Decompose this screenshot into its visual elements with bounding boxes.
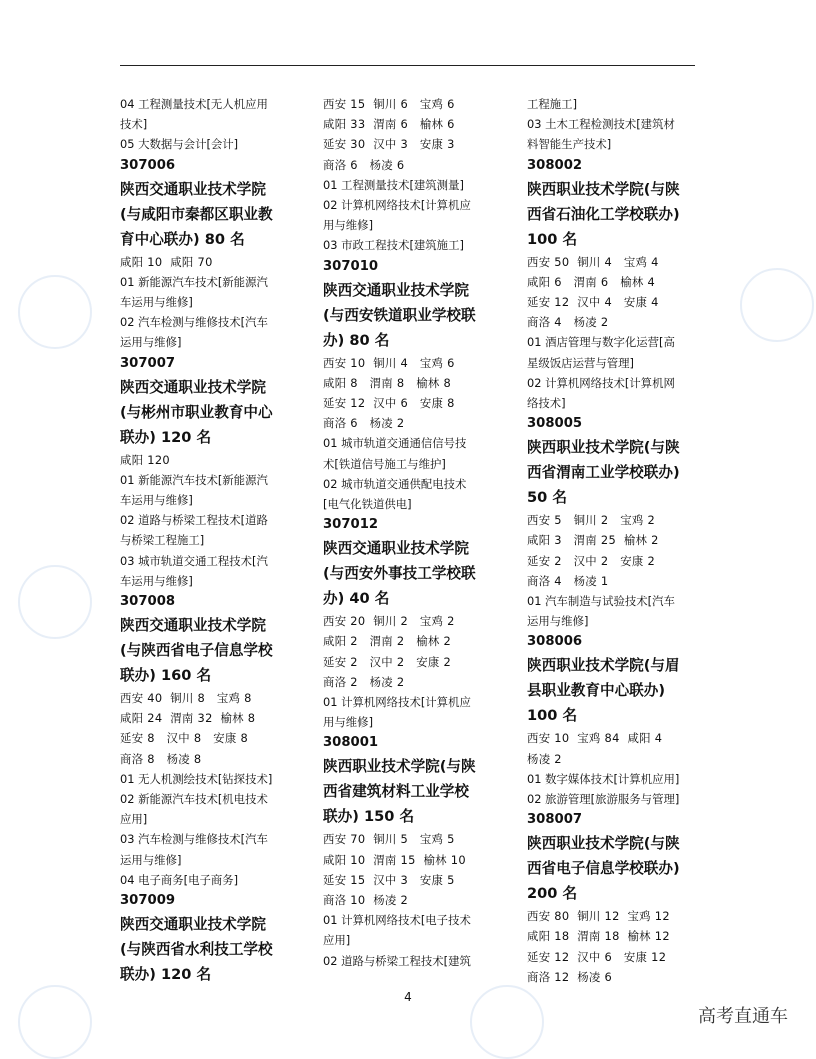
school-name: 陕西交通职业技术学院: [120, 617, 266, 635]
text-line: 用与维修]: [323, 715, 374, 730]
text-line: 01 新能源汽车技术[新能源汽: [120, 274, 268, 289]
school-name: 办) 80 名: [323, 331, 390, 349]
text-line: 运用与维修]: [120, 852, 182, 867]
watermark-seal-icon: [18, 565, 92, 639]
school-code: 308002: [527, 157, 583, 173]
school-name: 联办) 120 名: [120, 428, 212, 446]
column-left: [120, 94, 300, 987]
quota-line: 杨凌 2: [527, 751, 562, 766]
text-line: 用与维修]: [323, 218, 374, 233]
school-name: 陕西职业技术学院(与陕: [527, 835, 680, 853]
text-line: 技术]: [120, 117, 148, 132]
text-line: 01 计算机网络技术[计算机应: [323, 695, 471, 710]
quota-line: 咸阳 6 渭南 6 榆林 4: [527, 274, 656, 289]
quota-line: 西安 10 铜川 4 宝鸡 6: [323, 355, 455, 370]
column-right: [527, 94, 707, 987]
quota-line: 延安 12 汉中 4 安康 4: [527, 295, 659, 310]
quota-line: 商洛 8 杨凌 8: [120, 751, 202, 766]
quota-line: 商洛 4 杨凌 2: [527, 315, 609, 330]
school-name: 育中心联办) 80 名: [120, 230, 245, 248]
quota-line: 咸阳 2 渭南 2 榆林 2: [323, 634, 452, 649]
school-name: 100 名: [527, 707, 578, 725]
text-line: 车运用与维修]: [120, 295, 193, 310]
school-name: 陕西交通职业技术学院: [120, 916, 266, 934]
school-name: 西省建筑材料工业学校: [323, 783, 469, 801]
quota-line: 咸阳 10 渭南 15 榆林 10: [323, 852, 466, 867]
text-line: 02 新能源汽车技术[机电技术: [120, 792, 268, 807]
watermark-seal-icon: [740, 268, 814, 342]
text-line: 04 工程测量技术[无人机应用: [120, 97, 268, 111]
quota-line: 商洛 6 杨凌 2: [323, 416, 405, 431]
school-name: 西省渭南工业学校联办): [527, 464, 680, 482]
school-name: 陕西职业技术学院(与陕: [527, 180, 680, 198]
school-name: (与陕西省水利技工学校: [120, 941, 273, 959]
quota-line: 延安 8 汉中 8 安康 8: [120, 731, 249, 746]
school-code: 308007: [527, 812, 583, 828]
school-name: 200 名: [527, 885, 578, 903]
text-line: 01 酒店管理与数字化运营[高: [527, 335, 675, 350]
text-line: 01 数字媒体技术[计算机应用]: [527, 771, 680, 786]
school-name: 陕西职业技术学院(与眉: [527, 657, 680, 675]
text-line: 车运用与维修]: [120, 573, 193, 588]
school-code: 308006: [527, 634, 583, 650]
quota-line: 延安 12 汉中 6 安康 12: [527, 949, 667, 964]
text-line: 01 计算机网络技术[电子技术: [323, 913, 471, 928]
school-name: 办) 40 名: [323, 590, 390, 608]
column-middle: [323, 94, 505, 971]
text-line: 术[铁道信号施工与维护]: [323, 456, 446, 471]
quota-line: 西安 15 铜川 6 宝鸡 6: [323, 97, 455, 111]
school-code: 307006: [120, 157, 176, 173]
school-name: 50 名: [527, 489, 567, 507]
quota-line: 咸阳 8 渭南 8 榆林 8: [323, 375, 452, 390]
text-line: 02 道路与桥梁工程技术[道路: [120, 513, 268, 528]
text-line: 运用与维修]: [527, 614, 589, 629]
quota-line: 延安 30 汉中 3 安康 3: [323, 137, 455, 152]
quota-line: 延安 12 汉中 6 安康 8: [323, 396, 455, 411]
quota-line: 西安 50 铜川 4 宝鸡 4: [527, 254, 659, 269]
corner-label: 高考直通车: [698, 1006, 788, 1027]
school-name: 陕西交通职业技术学院: [323, 281, 469, 299]
school-name: 西省石油化工学校联办): [527, 205, 680, 223]
text-line: 02 旅游管理[旅游服务与管理]: [527, 792, 680, 807]
quota-line: 西安 20 铜川 2 宝鸡 2: [323, 614, 455, 629]
quota-line: 延安 2 汉中 2 安康 2: [527, 553, 656, 568]
school-code: 307009: [120, 893, 176, 909]
school-name: 陕西交通职业技术学院: [323, 540, 469, 558]
text-line: 05 大数据与会计[会计]: [120, 137, 239, 152]
quota-line: 咸阳 3 渭南 25 榆林 2: [527, 533, 659, 548]
text-line: 与桥梁工程施工]: [120, 533, 205, 548]
quota-line: 咸阳 24 渭南 32 榆林 8: [120, 711, 256, 726]
school-name: (与陕西省电子信息学校: [120, 642, 273, 660]
school-name: 陕西职业技术学院(与陕: [527, 439, 680, 457]
quota-line: 商洛 6 杨凌 6: [323, 157, 405, 172]
text-line: 03 市政工程技术[建筑施工]: [323, 238, 464, 253]
text-line: 01 无人机测绘技术[钻探技术]: [120, 771, 273, 786]
school-name: (与咸阳市秦都区职业教: [120, 205, 273, 223]
school-code: 307012: [323, 517, 379, 533]
school-code: 307008: [120, 594, 176, 610]
text-line: 料智能生产技术]: [527, 137, 612, 152]
quota-line: 咸阳 33 渭南 6 榆林 6: [323, 117, 455, 132]
text-line: 01 汽车制造与试验技术[汽车: [527, 594, 675, 609]
school-name: 陕西职业技术学院(与陕: [323, 758, 476, 776]
text-line: 04 电子商务[电子商务]: [120, 872, 239, 887]
school-name: 联办) 120 名: [120, 966, 212, 984]
quota-line: 商洛 2 杨凌 2: [323, 674, 405, 689]
school-name: (与西安铁道职业学校联: [323, 306, 476, 324]
quota-line: 延安 15 汉中 3 安康 5: [323, 872, 455, 887]
text-line: 02 计算机网络技术[计算机应: [323, 198, 471, 213]
text-line: 工程施工]: [527, 97, 578, 111]
text-line: 01 城市轨道交通通信信号技: [323, 436, 467, 451]
quota-line: 西安 5 铜川 2 宝鸡 2: [527, 513, 656, 528]
quota-line: 咸阳 10 咸阳 70: [120, 254, 213, 269]
school-code: 307007: [120, 355, 176, 371]
school-name: 县职业教育中心联办): [527, 682, 666, 700]
text-line: 星级饭店运营与管理]: [527, 355, 634, 370]
text-line: 应用]: [120, 812, 148, 827]
text-line: 03 汽车检测与维修技术[汽车: [120, 832, 268, 847]
school-code: 308005: [527, 416, 583, 432]
text-line: 02 道路与桥梁工程技术[建筑: [323, 953, 471, 968]
quota-line: 商洛 4 杨凌 1: [527, 573, 609, 588]
quota-line: 西安 40 铜川 8 宝鸡 8: [120, 691, 252, 706]
text-line: 车运用与维修]: [120, 493, 193, 508]
school-name: (与西安外事技工学校联: [323, 565, 476, 583]
text-line: [电气化铁道供电]: [323, 497, 412, 512]
text-line: 02 城市轨道交通供配电技术: [323, 476, 467, 491]
quota-line: 咸阳 18 渭南 18 榆林 12: [527, 929, 670, 944]
quota-line: 延安 2 汉中 2 安康 2: [323, 654, 452, 669]
watermark-seal-icon: [18, 275, 92, 349]
quota-line: 咸阳 120: [120, 452, 170, 467]
quota-line: 西安 80 铜川 12 宝鸡 12: [527, 909, 670, 924]
school-name: 陕西交通职业技术学院: [120, 378, 266, 396]
text-line: 02 汽车检测与维修技术[汽车: [120, 315, 268, 330]
text-line: 络技术]: [527, 396, 566, 411]
header-rule: [120, 65, 695, 66]
school-name: (与彬州市职业教育中心: [120, 403, 273, 421]
school-name: 联办) 160 名: [120, 667, 212, 685]
quota-line: 西安 70 铜川 5 宝鸡 5: [323, 832, 455, 847]
text-line: 运用与维修]: [120, 335, 182, 350]
school-code: 308001: [323, 735, 379, 751]
school-name: 西省电子信息学校联办): [527, 860, 680, 878]
text-line: 01 新能源汽车技术[新能源汽: [120, 472, 268, 487]
text-line: 03 城市轨道交通工程技术[汽: [120, 553, 268, 568]
school-name: 陕西交通职业技术学院: [120, 180, 266, 198]
page-number: 4: [404, 990, 412, 1004]
school-name: 联办) 150 名: [323, 808, 415, 826]
text-line: 应用]: [323, 933, 351, 948]
school-code: 307010: [323, 258, 379, 274]
school-name: 100 名: [527, 230, 578, 248]
text-line: 02 计算机网络技术[计算机网: [527, 375, 675, 390]
quota-line: 商洛 10 杨凌 2: [323, 893, 409, 908]
quota-line: 西安 10 宝鸡 84 咸阳 4: [527, 731, 663, 746]
quota-line: 商洛 12 杨凌 6: [527, 969, 613, 984]
text-line: 03 土木工程检测技术[建筑材: [527, 117, 675, 132]
text-line: 01 工程测量技术[建筑测量]: [323, 177, 464, 192]
